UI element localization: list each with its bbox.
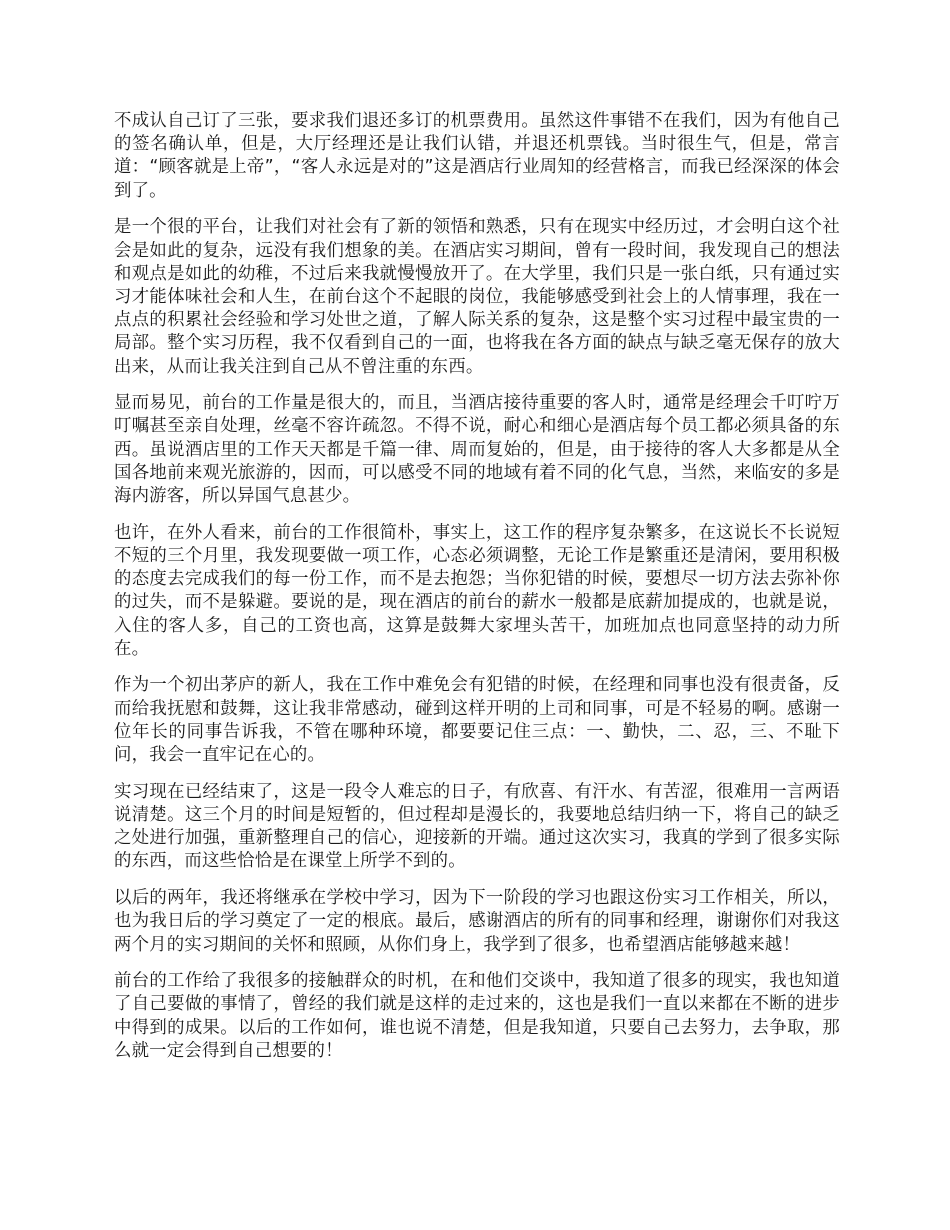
paragraph-7: 以后的两年，我还将继承在学校中学习，因为下一阶段的学习也跟这份实习工作相关，所以，也为我日后的学习奠定了一定的根底。最后，感谢酒店的所有的同事和经理，谢谢你们对我这两个月的实习期间的关怀和照顾，从你们身上，我学到了很多，也希望酒店能够越来越！ <box>114 888 840 955</box>
paragraph-8: 前台的工作给了我很多的接触群众的时机，在和他们交谈中，我知道了很多的现实，我也知道了自己要做的事情了，曾经的我们就是这样的走过来的，这也是我们一直以来都在不断的进步中得到的成果。以后的工作如何，谁也说不清楚，但是我知道，只要自己去努力，去争取，那么就一定会得到自己想要的！ <box>114 971 840 1061</box>
document-page <box>114 110 840 1077</box>
paragraph-2: 是一个很的平台，让我们对社会有了新的领悟和熟悉，只有在现实中经历过，才会明白这个社会是如此的复杂，远没有我们想象的美。在酒店实习期间，曾有一段时间，我发现自己的想法和观点是如此的幼稚，不过后来我就慢慢放开了。在大学里，我们只是一张白纸，只有通过实习才能体味社会和人生，在前台这个不起眼的岗位，我能够感受到社会上的人情事理，我在一点点的积累社会经验和学习处世之道，了解人际关系的复杂，这是整个实习过程中最宝贵的一局部。整个实习历程，我不仅看到自己的一面，也将我在各方面的缺点与缺乏毫无保存的放大出来，从而让我关注到自己从不曾注重的东西。 <box>114 217 840 377</box>
paragraph-3: 显而易见，前台的工作量是很大的，而且，当酒店接待重要的客人时，通常是经理会千叮咛万叮嘱甚至亲自处理，丝毫不容许疏忽。不得不说，耐心和细心是酒店每个员工都必须具备的东西。虽说酒店里的工作天天都是千篇一律、周而复始的，但是，由于接待的客人大多都是从全国各地前来观光旅游的，因而，可以感受不同的地域有着不同的化气息，当然，来临安的多是海内游客，所以异国气息甚少。 <box>114 393 840 507</box>
paragraph-4: 也许，在外人看来，前台的工作很简朴，事实上，这工作的程序复杂繁多，在这说长不长说短不短的三个月里，我发现要做一项工作，心态必须调整，无论工作是繁重还是清闲，要用积极的态度去完成我们的每一份工作，而不是去抱怨；当你犯错的时候，要想尽一切方法去弥补你的过失，而不是躲避。要说的是，现在酒店的前台的薪水一般都是底薪加提成的，也就是说，入住的客人多，自己的工资也高，这算是鼓舞大家埋头苦干，加班加点也同意坚持的动力所在。 <box>114 522 840 659</box>
paragraph-6: 实习现在已经结束了，这是一段令人难忘的日子，有欣喜、有汗水、有苦涩，很难用一言两语说清楚。这三个月的时间是短暂的，但过程却是漫长的，我要地总结归纳一下，将自己的缺乏之处进行加强，重新整理自己的信心，迎接新的开端。通过这次实习，我真的学到了很多实际的东西，而这些恰恰是在课堂上所学不到的。 <box>114 781 840 872</box>
paragraph-1: 不成认自己订了三张，要求我们退还多订的机票费用。虽然这件事错不在我们，因为有他自己的签名确认单，但是，大厅经理还是让我们认错，并退还机票钱。当时很生气，但是，常言道：“顾客就是上帝”，“客人永远是对的”这是酒店行业周知的经营格言，而我已经深深的体会到了。 <box>114 111 840 201</box>
paragraph-5: 作为一个初出茅庐的新人，我在工作中难免会有犯错的时候，在经理和同事也没有很责备，反而给我抚慰和鼓舞，这让我非常感动，碰到这样开明的上司和同事，可是不轻易的啊。感谢一位年长的同事告诉我，不管在哪种环境，都要要记住三点：一、勤快，二、忍，三、不耻下问，我会一直牢记在心的。 <box>114 675 840 766</box>
